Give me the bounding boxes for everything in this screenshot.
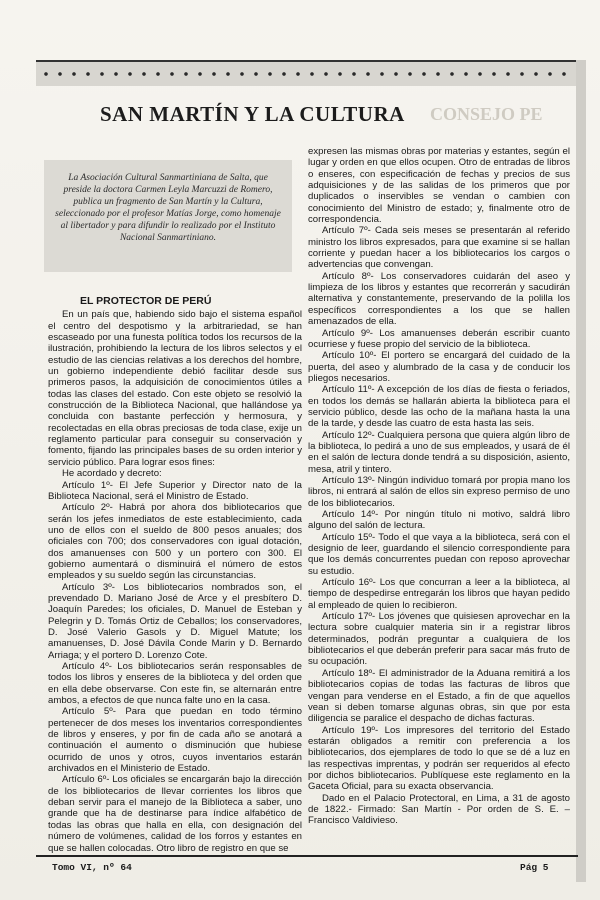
paragraph: Artículo 7º- Cada seis meses se presentarán al referido ministro los libros expresados, para que examine si se hallan corriente y puedan hacer a los bibliotecarios los cargos o advertencias que convengan. bbox=[308, 225, 570, 271]
paragraph: Artículo 2º- Habrá por ahora dos bibliotecarios que serán los jefes inmediatos de este establecimiento, cada uno de ellos con el sueldo de 800 pesos anuales; dos oficiales con 700; dos conservadores con igual dotación, dos amanuenses con 500 y un portero con 300. El gobierno aumentará o disminuirá el número de estos empleados y su sueldo según las circunstancias. bbox=[48, 502, 302, 582]
paragraph: Artículo 14º- Por ningún título ni motivo, saldrá libro alguno del salón de lectura. bbox=[308, 509, 570, 532]
paragraph: Artículo 13º- Ningún individuo tomará por propia mano los libros, ni entrará al salón de ellos sin expreso permiso de uno de los bibliotecarios. bbox=[308, 474, 570, 509]
left-column bbox=[48, 296, 302, 854]
paragraph: Artículo 10º- El portero se encargará del cuidado de la puerta, del aseo y alumbrado de la casa y de conducir los pliegos necesarios. bbox=[308, 350, 570, 384]
paragraph: En un país que, habiendo sido bajo el sistema español el centro del despotismo y la arbitrariedad, se han escaseado por una funesta política todos los recursos de la ilustración, prohibiendo la lectura de los libros selectos y el estudio de las ciencias relativas a los derechos del hombre, un gobierno independiente debió facilitar desde sus primeros pasos, la adquisición de conocimientos útiles a todas las clases del estado. Con este objeto se resolvió la construcción de la Biblioteca Nacional, que hallándose ya concluida con bastante perfección y hermosura, y recolectadas en ella obras preciosas de toda clase, exije un reglamento particular para conseguir su conservación y fomento, fijando las principales bases de su orden interior y servicio público. Para lograr esos fines: bbox=[48, 309, 302, 468]
intro-text: La Asociación Cultural Sanmartiniana de Salta, que preside la doctora Carmen Leyla Marcuzzi de Romero, publica un fragmento de San Martín y la Cultura, seleccionado por el profesor Matías Jorge, como homenaje al libertador y para difundir lo realizado por el Instituto Nacional Sanmartiniano. bbox=[55, 173, 281, 243]
issue-label: Tomo VI, nº 64 bbox=[52, 862, 132, 873]
paragraph: Artículo 3º- Los bibliotecarios nombrados son, el prevendado D. Mariano José de Arce y el presbítero D. Joaquín Paredes; los oficiales, D. Manuel de Esteban y Pelegrin y D. Tomás Ortiz de Ceballos; los conservadores, D. José Valerio Gasols y D. Miguel Matute; los amanuenses, D. José Dávila Conde Marin y D. Bernardo Arriaga; y el portero D. Lorenzo Cote. bbox=[48, 581, 302, 661]
paragraph: Artículo 19º- Los impresores del territorio del Estado estarán obligados a remitir con preferencia a los bibliotecarios, dos ejemplares de todo lo que se dé a luz en las respectivas imprentas, y podrán ser requeridos al efecto por dichos bibliotecarios. Publíquese este reglamento en la Gaceta Oficial, para su exacta observancia. bbox=[308, 724, 570, 793]
right-column bbox=[308, 146, 570, 827]
paragraph: expresen las mismas obras por materias y estantes, según el lugar y orden en que ellos ocupen. Otro de entradas de libros o enseres, con especificación de fechas y precios de sus adquisiciones y de las salidas de los primeros que por duplicados o inservibles se vendan o cambien con conocimiento del Ministro de estado; y, finalmente otro de correspondencia. bbox=[308, 146, 570, 226]
section-subheading: EL PROTECTOR DE PERÚ bbox=[80, 295, 212, 307]
paragraph: Artículo 17º- Los jóvenes que quisiesen aprovechar en la lectura sobre cualquier materia sin ir a registrar libros determinados, podrán preguntar a cualquiera de los bibliotecarios el que deberán preferir para sacar más fruto de su ocupación. bbox=[308, 611, 570, 668]
paragraph: Artículo 6º- Los oficiales se encargarán bajo la dirección de los bibliotecarios de llevar corrientes los libros que deban servir para el manejo de la Biblioteca a saber, uno grande que ha de destinarse para índice alfabético de todas las obras que halla en ella, con designación del número de volúmenes, calidad de los forros y estantes en que se hallen colocadas. Otro libro de registro en que se bbox=[48, 774, 302, 854]
paragraph: Artículo 4º- Los bibliotecarios serán responsables de todos los libros y enseres de la biblioteca y del orden que en ella debe observarse. Con este fin, se alternarán entre ambos, a efectos de que nunca falte uno en la casa. bbox=[48, 661, 302, 707]
paragraph: Artículo 18º- El administrador de la Aduana remitirá a los bibliotecarios copias de todas las facturas de libros que vengan para venderse en el Estado, a fin de que aquellos vean si deben tomarse algunas obras, sin que por esta diligencia se paralice el despacho de dichas facturas. bbox=[308, 667, 570, 725]
paragraph: He acordado y decreto: bbox=[62, 468, 162, 480]
paragraph: Artículo 1º- El Jefe Superior y Director nato de la Biblioteca Nacional, será el Ministro de Estado. bbox=[48, 479, 302, 502]
paragraph: Dado en el Palacio Protectoral, en Lima, a 31 de agosto de 1822.- Firmado: San Martín - Por orden de S. E. – Francisco Valdivieso. bbox=[308, 792, 570, 827]
paragraph: Artículo 12º- Cualquiera persona que quiera algún libro de la biblioteca, lo pedirá a uno de sus empleados, y usará de él en el salón de lectura donde tendrá a su disposición, asiento, mesa, atril y tintero. bbox=[308, 429, 570, 475]
paragraph: Artículo 5º- Para que puedan en todo término pertenecer de dos meses los inventarios correspondientes de libros y enseres, y por fin de cada año se anotará a continuación el aumento o disminución que hubiese ocurrido de unos y otros, cuyos inventarios estarán archivados en el Ministerio de Estado. bbox=[48, 706, 302, 775]
page-number: Pág 5 bbox=[520, 862, 549, 873]
paragraph: Artículo 11º- A excepción de los días de fiesta o feriados, en todos los demás se hallarán abierta la biblioteca para el servicio público, desde las ocho de la mañana hasta la una de la tarde, y desde las cuatro de esta hasta las seis. bbox=[308, 384, 570, 430]
dotted-header-band bbox=[36, 60, 578, 86]
paragraph: Artículo 15º- Todo el que vaya a la biblioteca, será con el designio de leer, guardando el silencio correspondiente para que los demás concurrentes puedan con reposo aprovechar su estudio. bbox=[308, 531, 570, 577]
footer-rule bbox=[36, 855, 578, 857]
bleed-through-text: CONSEJO PE bbox=[430, 104, 543, 124]
paragraph: Artículo 8º- Los conservadores cuidarán del aseo y limpieza de los libros y estantes que recorrerán y sacudirán alternativa y constantemente, preservando de la polilla los específicos correspondientes a los que se hallen amenazados de ella. bbox=[308, 270, 570, 328]
page-side-shadow bbox=[576, 60, 586, 882]
paragraph: Artículo 9º- Los amanuenses deberán escribir cuanto ocurriese y fuese propio del servicio de la biblioteca. bbox=[308, 327, 570, 350]
paragraph: Artículo 16º- Los que concurran a leer a la biblioteca, al tiempo de despedirse entregarán los libros que hayan pedido al empleado de quien lo recibieron. bbox=[308, 577, 570, 611]
article-title: SAN MARTÍN Y LA CULTURA bbox=[100, 102, 405, 126]
